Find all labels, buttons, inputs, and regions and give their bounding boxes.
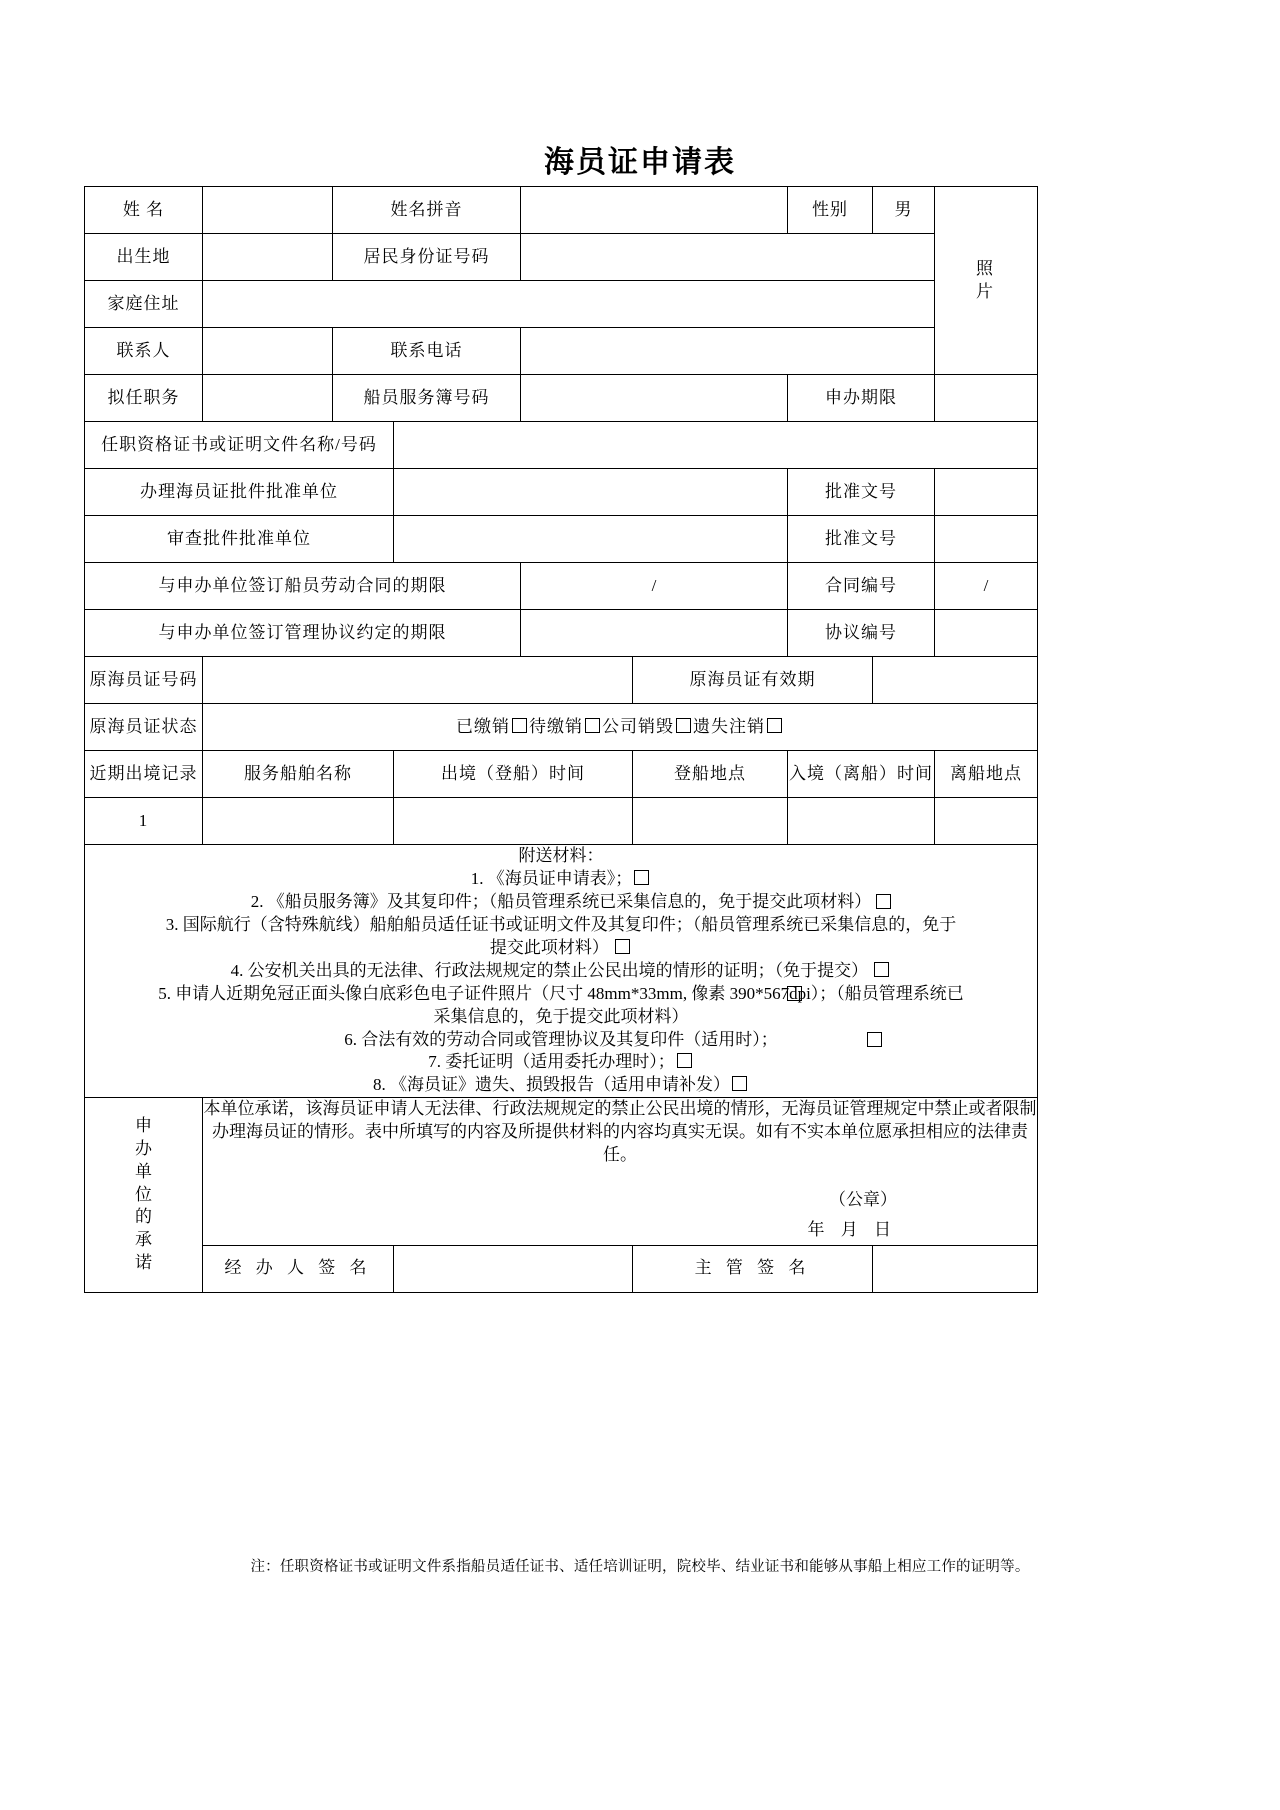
- home-address-input[interactable]: [203, 281, 935, 328]
- table-row-old-certificate: [85, 657, 1038, 704]
- table-row-home-address: [85, 281, 1038, 328]
- service-book-label: 船员服务簿号码: [333, 375, 521, 422]
- exit-record-entry-time[interactable]: [788, 798, 935, 845]
- apply-period-label: 申办期限: [788, 375, 935, 422]
- home-address-label: 家庭住址: [85, 281, 203, 328]
- table-row-exit-record-1: [85, 798, 1038, 845]
- table-row-qualification: [85, 422, 1038, 469]
- table-row-old-cert-status: [85, 704, 1038, 751]
- qualification-label: 任职资格证书或证明文件名称/号码: [85, 422, 394, 469]
- contact-phone-input[interactable]: [521, 328, 935, 375]
- material-2-num: 2.: [250, 891, 264, 911]
- status-option-3: 遗失注销: [693, 716, 765, 736]
- old-cert-validity-label: 原海员证有效期: [633, 657, 873, 704]
- checkbox-status-1-icon[interactable]: [585, 718, 600, 733]
- name-pinyin-label: 姓名拼音: [333, 187, 521, 234]
- material-item-2: [85, 891, 1037, 914]
- status-option-0: 已缴销: [456, 716, 510, 736]
- position-label: 拟任职务: [85, 375, 203, 422]
- material-5-text: 申请人近期免冠正面头像白底彩色电子证件照片（尺寸 48mm*33mm, 像素 390*567dpi）；（船员管理系统已: [175, 983, 964, 1003]
- old-cert-status-label: 原海员证状态: [85, 704, 203, 751]
- exit-records-header-1: 服务船舶名称: [203, 751, 394, 798]
- exit-record-ship-name[interactable]: [203, 798, 394, 845]
- material-1-num: 1.: [470, 868, 484, 888]
- material-7-num: 7.: [428, 1052, 441, 1072]
- approval-unit-label: 办理海员证批件批准单位: [85, 469, 394, 516]
- checkbox-status-3-icon[interactable]: [767, 718, 782, 733]
- material-5-text2: 采集信息的，免于提交此项材料）: [433, 1006, 689, 1026]
- exit-records-header-2: 出境（登船）时间: [394, 751, 633, 798]
- position-input[interactable]: [203, 375, 333, 422]
- approval-doc-no-label: 批准文号: [788, 469, 935, 516]
- footer-note: 注：任职资格证书或证明文件系指船员适任证书、适任培训证明，院校毕、结业证书和能够从事船上相应工作的证明等。: [250, 1559, 1030, 1575]
- table-row-signatures: [85, 1245, 1038, 1292]
- material-4-num: 4.: [230, 960, 244, 980]
- exit-record-disembark-place[interactable]: [935, 798, 1038, 845]
- old-cert-no-label: 原海员证号码: [85, 657, 203, 704]
- material-item-6: [85, 1029, 1037, 1052]
- commitment-body-cell: [203, 1098, 1038, 1245]
- exit-records-header-4: 入境（离船）时间: [788, 751, 935, 798]
- material-6-text: 合法有效的劳动合同或管理协议及其复印件（适用时）；: [361, 1029, 778, 1049]
- approval-doc-no-input[interactable]: [935, 469, 1038, 516]
- photo-label-line1: 照: [976, 258, 997, 278]
- material-item-5: [85, 983, 1037, 1029]
- commitment-side-label: 申 办 单 位 的 承 诺: [85, 1098, 203, 1292]
- service-book-input[interactable]: [521, 375, 788, 422]
- checkbox-material-1-icon[interactable]: [634, 870, 649, 885]
- seal-date: 年 月 日: [807, 1219, 898, 1239]
- material-3-text2: 提交此项材料）: [489, 937, 609, 957]
- seal-text: （公章）: [829, 1190, 898, 1210]
- checkbox-material-7-icon[interactable]: [677, 1053, 692, 1068]
- checkbox-material-2-icon[interactable]: [876, 894, 891, 909]
- name-input[interactable]: [203, 187, 333, 234]
- table-row-position: [85, 375, 1038, 422]
- material-3-num: 3.: [165, 914, 179, 934]
- table-row-commitment: [85, 1098, 1038, 1245]
- material-2-text: 《船员服务簿》及其复印件；（船员管理系统已采集信息的，免于提交此项材料）: [267, 891, 872, 911]
- seal-area: [203, 1185, 1037, 1245]
- photo-label-line2: 片: [976, 281, 997, 301]
- contact-person-input[interactable]: [203, 328, 333, 375]
- material-item-1: [85, 868, 1037, 891]
- supervisor-sign-input[interactable]: [873, 1245, 1038, 1292]
- exit-record-board-place[interactable]: [633, 798, 788, 845]
- exit-record-exit-time[interactable]: [394, 798, 633, 845]
- material-4-text: 公安机关出具的无法律、行政法规规定的禁止公民出境的情形的证明；（免于提交）: [247, 960, 869, 980]
- review-doc-no-input[interactable]: [935, 516, 1038, 563]
- checkbox-status-0-icon[interactable]: [512, 718, 527, 733]
- status-option-2: 公司销毁: [602, 716, 674, 736]
- name-pinyin-input[interactable]: [521, 187, 788, 234]
- material-item-3: [85, 914, 1037, 960]
- approval-unit-input[interactable]: [394, 469, 788, 516]
- material-item-7: [85, 1051, 1037, 1074]
- table-row-birthplace: [85, 234, 1038, 281]
- material-5-num: 5.: [158, 983, 171, 1003]
- material-7-text: 委托证明（适用委托办理时）；: [445, 1052, 675, 1072]
- material-1-text: 《海员证申请表》；: [487, 868, 633, 888]
- supervisor-sign-label: 主 管 签 名: [633, 1245, 873, 1292]
- checkbox-material-3-icon[interactable]: [615, 939, 630, 954]
- checkbox-status-2-icon[interactable]: [676, 718, 691, 733]
- exit-records-header-3: 登船地点: [633, 751, 788, 798]
- gender-label: 性别: [788, 187, 873, 234]
- id-number-input[interactable]: [521, 234, 935, 281]
- gender-value[interactable]: 男: [873, 187, 935, 234]
- table-row-review-unit: [85, 516, 1038, 563]
- exit-record-index: 1: [85, 798, 203, 845]
- mgmt-agreement-label: 与申办单位签订管理协议约定的期限: [85, 610, 521, 657]
- materials-heading: 附送材料：: [518, 846, 604, 865]
- agreement-no-input[interactable]: [935, 610, 1038, 657]
- exit-records-header-5: 离船地点: [935, 751, 1038, 798]
- page-title: 海员证申请表: [544, 146, 736, 179]
- qualification-input[interactable]: [394, 422, 1038, 469]
- contact-person-label: 联系人: [85, 328, 203, 375]
- labor-contract-input[interactable]: /: [521, 563, 788, 610]
- table-row-approval-unit: [85, 469, 1038, 516]
- table-row-name: [85, 187, 1038, 234]
- labor-contract-label: 与申办单位签订船员劳动合同的期限: [85, 563, 521, 610]
- materials-section: [85, 845, 1038, 1098]
- review-unit-input[interactable]: [394, 516, 788, 563]
- commitment-text: 本单位承诺，该海员证申请人无法律、行政法规规定的禁止公民出境的情形，无海员证管理规定中禁止或者限制办理海员证的情形。表中所填写的内容及所提供材料的内容均真实无误。如有不实本单位愿承担相应的法律责任。: [203, 1099, 1037, 1165]
- material-3-text: 国际航行（含特殊航线）船舶船员适任证书或证明文件及其复印件；（船员管理系统已采集信息的，免于: [182, 914, 957, 934]
- exit-records-header-0: 近期出境记录: [85, 751, 203, 798]
- contact-phone-label: 联系电话: [333, 328, 521, 375]
- material-6-num: 6.: [344, 1029, 357, 1049]
- checkbox-material-6-icon[interactable]: [867, 1032, 882, 1047]
- seaman-certificate-application-table: [84, 186, 1038, 1293]
- name-label: 姓 名: [85, 187, 203, 234]
- checkbox-material-5-icon[interactable]: [787, 986, 802, 1001]
- apply-period-input[interactable]: [935, 375, 1038, 422]
- old-cert-validity-input[interactable]: [873, 657, 1038, 704]
- contract-no-input[interactable]: /: [935, 563, 1038, 610]
- handler-sign-label: 经 办 人 签 名: [203, 1245, 394, 1292]
- status-option-1: 待缴销: [529, 716, 583, 736]
- material-8-text: 《海员证》遗失、损毁报告（适用申请补发）: [390, 1075, 730, 1095]
- table-row-contact: [85, 328, 1038, 375]
- birthplace-input[interactable]: [203, 234, 333, 281]
- table-row-materials: [85, 845, 1038, 1098]
- handler-sign-input[interactable]: [394, 1245, 633, 1292]
- mgmt-agreement-input[interactable]: [521, 610, 788, 657]
- review-doc-no-label: 批准文号: [788, 516, 935, 563]
- checkbox-material-4-icon[interactable]: [874, 962, 889, 977]
- agreement-no-label: 协议编号: [788, 610, 935, 657]
- material-item-8: [85, 1074, 1037, 1097]
- photo-placeholder[interactable]: [935, 187, 1038, 375]
- birthplace-label: 出生地: [85, 234, 203, 281]
- id-number-label: 居民身份证号码: [333, 234, 521, 281]
- material-item-4: [85, 960, 1037, 983]
- contract-no-label: 合同编号: [788, 563, 935, 610]
- review-unit-label: 审查批件批准单位: [85, 516, 394, 563]
- table-row-labor-contract: [85, 563, 1038, 610]
- material-8-num: 8.: [373, 1075, 386, 1095]
- checkbox-material-8-icon[interactable]: [732, 1076, 747, 1091]
- table-row-exit-records-header: [85, 751, 1038, 798]
- table-row-mgmt-agreement: [85, 610, 1038, 657]
- old-cert-no-input[interactable]: [203, 657, 633, 704]
- old-cert-status-options: [203, 704, 1038, 751]
